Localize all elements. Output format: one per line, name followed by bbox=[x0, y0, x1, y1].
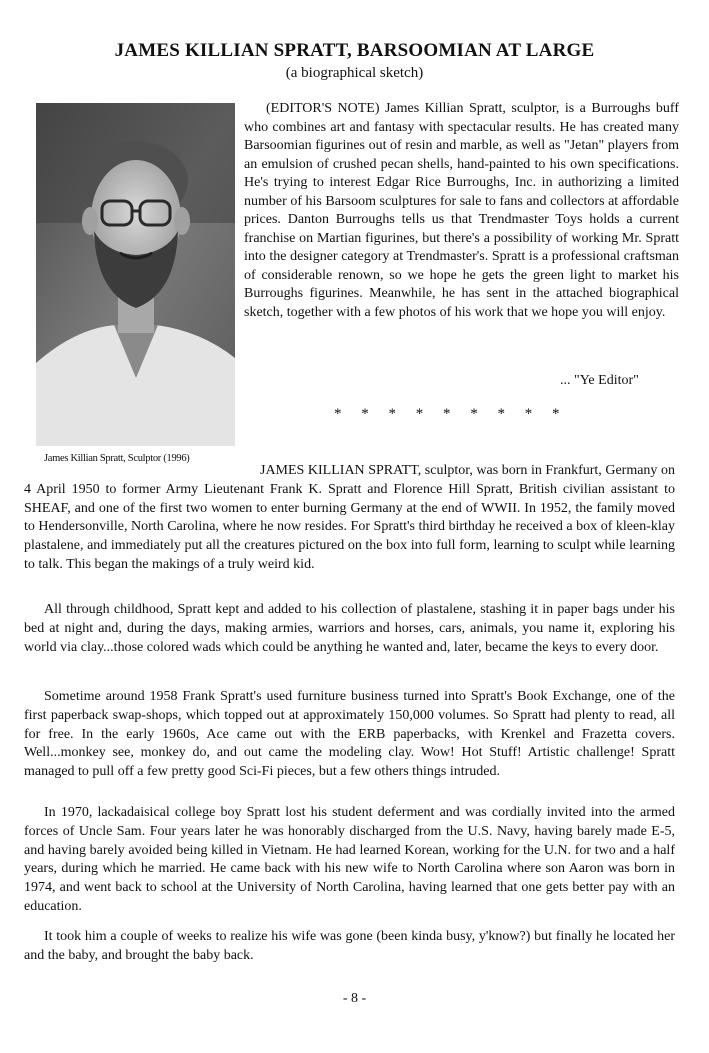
article-subtitle: (a biographical sketch) bbox=[285, 65, 424, 81]
article-title: JAMES KILLIAN SPRATT, BARSOOMIAN AT LARGE bbox=[114, 40, 595, 61]
body-paragraph: All through childhood, Spratt kept and added to his collection of plastalene, stashing it in paper bags under his bed at night and, during the days, making armies, warriors and horses, cars, animals, you name it, exploring his world via clay...those colored wads which could be anything he wanted and, later, became the keys to every door. bbox=[24, 602, 675, 655]
portrait-illustration bbox=[36, 103, 235, 446]
body-paragraph: In 1970, lackadaisical college boy Spratt lost his student deferment and was cordially invited into the armed forces of Uncle Sam. Four years later he was honorably discharged from the U.S. Navy, having barely made E-5, and having barely avoided being killed in Vietnam. He had learned Korean, working for the U.N. for two and a half years, during which he married. He came back with his new wife to North Carolina where son Aaron was born in 1974, and went back to school at the University of North Carolina, having learned that one gets better pay with an education. bbox=[24, 805, 675, 914]
editor-signoff: ... "Ye Editor" bbox=[560, 373, 639, 388]
body-paragraph: It took him a couple of weeks to realize his wife was gone (been kinda busy, y'know?) but finally he located her and the baby, and brought the baby back. bbox=[24, 929, 675, 963]
editors-note: (EDITOR'S NOTE) James Killian Spratt, sculptor, is a Burroughs buff who combines art and fantasy with spectacular results. He has created many Barsoomian figurines out of resin and marble, as well as "Jetan" players from an emulsion of crushed pecan shells, hand-painted to his own specifications. He's trying to interest Edgar Rice Burroughs, Inc. in authorizing a limited number of his Barsoom sculptures for sale to fans and collectors at affordable prices. Danton Burroughs tells us that Trendmaster Toys holds a current franchise on Martian figurines, but there's a possibility of working Mr. Spratt into the designer category at Trendmaster's. Spratt is a professional craftsman of considerable renown, so we hope he gets the green light to market his Burroughs figurines. Meanwhile, he has sent in the attached biographical sketch, together with a few photos of his work that we hope you will enjoy. bbox=[244, 101, 679, 320]
section-separator: * * * * * * * * * bbox=[334, 406, 562, 422]
page-number: - 8 - bbox=[342, 991, 367, 1006]
body-paragraph: Sometime around 1958 Frank Spratt's used furniture business turned into Spratt's Book Exchange, one of the first paperback swap-shops, which topped out at approximately 150,000 volumes. So Spratt had plenty to read, all for free. In the early 1960s, Ace came out with the ERB paperbacks, with Krenkel and Frazetta covers. Well...monkey see, monkey do, and out came the modeling clay. Wow! Hot Stuff! Artistic challenge! Spratt managed to pull off a few pretty good Sci-Fi pieces, but a few others things intruded. bbox=[24, 689, 675, 780]
photo-caption: James Killian Spratt, Sculptor (1996) bbox=[44, 453, 190, 464]
portrait-photo bbox=[36, 103, 235, 446]
body-paragraph: JAMES KILLIAN SPRATT, sculptor, was born in Frankfurt, Germany on 4 April 1950 to former Army Lieutenant Frank K. Spratt and Florence Hill Spratt, British civilian assistant to SHEAF, and one of the first two women to enter burning Germany at the end of WWII. In 1952, the family moved to Hendersonville, North Carolina, where he now resides. For Spratt's third birthday he received a box of kleen-klay plastalene, and immediately put all the creatures pictured on the box into full form, learning to sculpt while learning to talk. This began the makings of a truly weird kid. bbox=[24, 463, 675, 572]
